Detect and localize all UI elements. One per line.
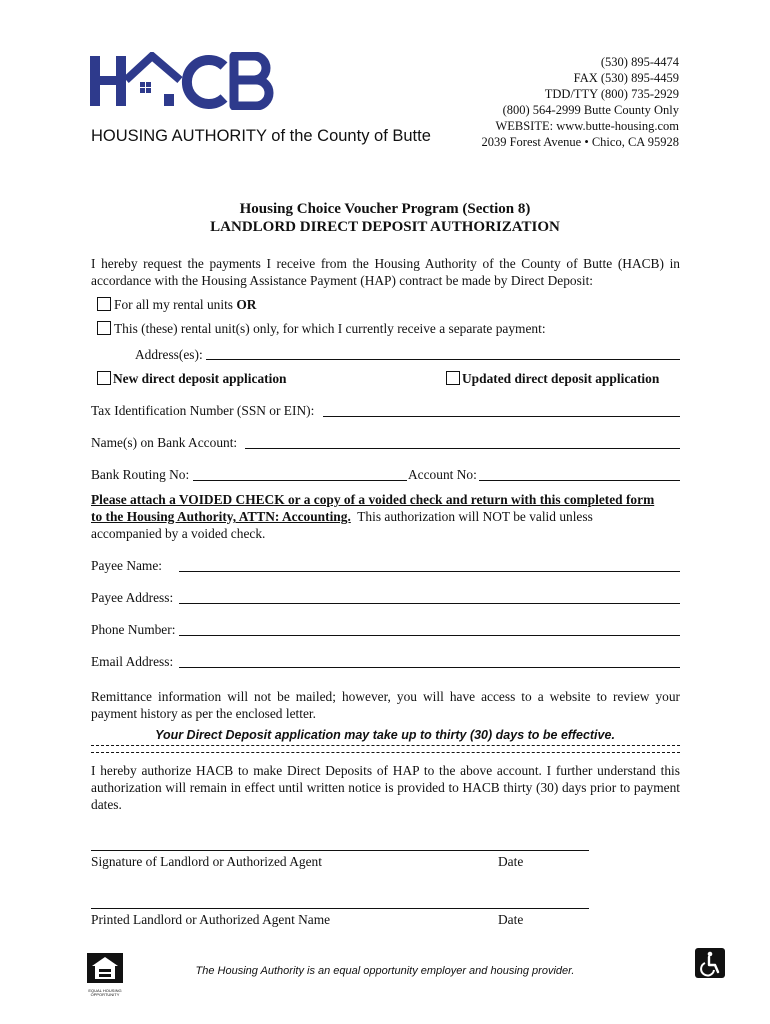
signature-field[interactable] (91, 850, 589, 851)
payee-name-field[interactable] (179, 571, 680, 572)
new-application-checkbox[interactable] (97, 371, 111, 385)
program-title: Housing Choice Voucher Program (Section 8) (239, 201, 531, 217)
website: WEBSITE: www.butte-housing.com (495, 119, 679, 133)
signature-date-label: Date (498, 854, 524, 869)
these-units-label: This (these) rental unit(s) only, for which I currently receive a separate payment: (114, 321, 546, 336)
routing-field[interactable] (193, 480, 407, 481)
email-address-field[interactable] (179, 667, 680, 668)
void-check-notice-line2: to the Housing Authority, ATTN: Accounting. This authorization will NOT be valid unless (91, 509, 593, 524)
section-divider (91, 745, 680, 753)
form-title: LANDLORD DIRECT DEPOSIT AUTHORIZATION (210, 219, 560, 235)
street-address: 2039 Forest Avenue • Chico, CA 95928 (481, 135, 679, 149)
all-units-checkbox[interactable] (97, 297, 111, 311)
addresses-label: Address(es): (135, 347, 203, 362)
equal-housing-caption: EQUAL HOUSING OPPORTUNITY (88, 988, 122, 997)
bank-names-label: Name(s) on Bank Account: (91, 435, 238, 450)
email-address-label: Email Address: (91, 654, 174, 669)
hacb-logo (88, 52, 278, 110)
wheelchair-icon (695, 948, 725, 978)
printed-date-label: Date (498, 912, 524, 927)
account-label: Account No: (408, 467, 477, 482)
void-check-notice-line1: Please attach a VOIDED CHECK or a copy of a voided check and return with this completed form (91, 492, 655, 507)
printed-name-field[interactable] (91, 908, 589, 909)
routing-label: Bank Routing No: (91, 467, 190, 482)
payee-address-field[interactable] (179, 603, 680, 604)
effective-date-callout: Your Direct Deposit application may take up to thirty (30) days to be effective. (155, 728, 615, 742)
phone-number-label: Phone Number: (91, 622, 176, 637)
tdd-tty: TDD/TTY (800) 735-2929 (544, 87, 679, 101)
phone-main: (530) 895-4474 (600, 55, 679, 69)
account-field[interactable] (479, 480, 680, 481)
signature-label: Signature of Landlord or Authorized Agent (91, 854, 322, 869)
contact-block (481, 54, 679, 150)
addresses-field[interactable] (206, 359, 680, 360)
tax-id-field[interactable] (323, 416, 680, 417)
void-check-notice-line3: accompanied by a voided check. (91, 526, 266, 541)
these-units-checkbox[interactable] (97, 321, 111, 335)
org-name: HOUSING AUTHORITY of the County of Butte (91, 127, 431, 145)
bank-names-field[interactable] (245, 448, 680, 449)
intro-paragraph: I hereby request the payments I receive from the Housing Authority of the County of Butte (HACB) in accordance with the Housing Assistance Payment (HAP) contract be made by Direct Deposit: (91, 256, 680, 288)
fax: FAX (530) 895-4459 (573, 71, 679, 85)
hacb-logo-graphic (88, 52, 278, 110)
authorization-paragraph: I hereby authorize HACB to make Direct Deposits of HAP to the above account. I further understand this authorization will remain in effect until written notice is provided to HACB thirty (30) days prior to payment dates. (91, 763, 680, 812)
tax-id-label: Tax Identification Number (SSN or EIN): (91, 403, 315, 418)
new-application-label: New direct deposit application (113, 371, 287, 386)
remittance-paragraph: Remittance information will not be mailed; however, you will have access to a website to review your payment history as per the enclosed letter. (91, 689, 680, 721)
payee-address-label: Payee Address: (91, 590, 174, 605)
printed-name-label: Printed Landlord or Authorized Agent Name (91, 912, 331, 927)
updated-application-label: Updated direct deposit application (462, 371, 660, 386)
toll-free: (800) 564-2999 Butte County Only (502, 103, 679, 117)
footer-statement: The Housing Authority is an equal opportunity employer and housing provider. (195, 965, 575, 977)
all-units-label: For all my rental units OR (114, 297, 257, 312)
phone-number-field[interactable] (179, 635, 680, 636)
updated-application-checkbox[interactable] (446, 371, 460, 385)
payee-name-label: Payee Name: (91, 558, 163, 573)
